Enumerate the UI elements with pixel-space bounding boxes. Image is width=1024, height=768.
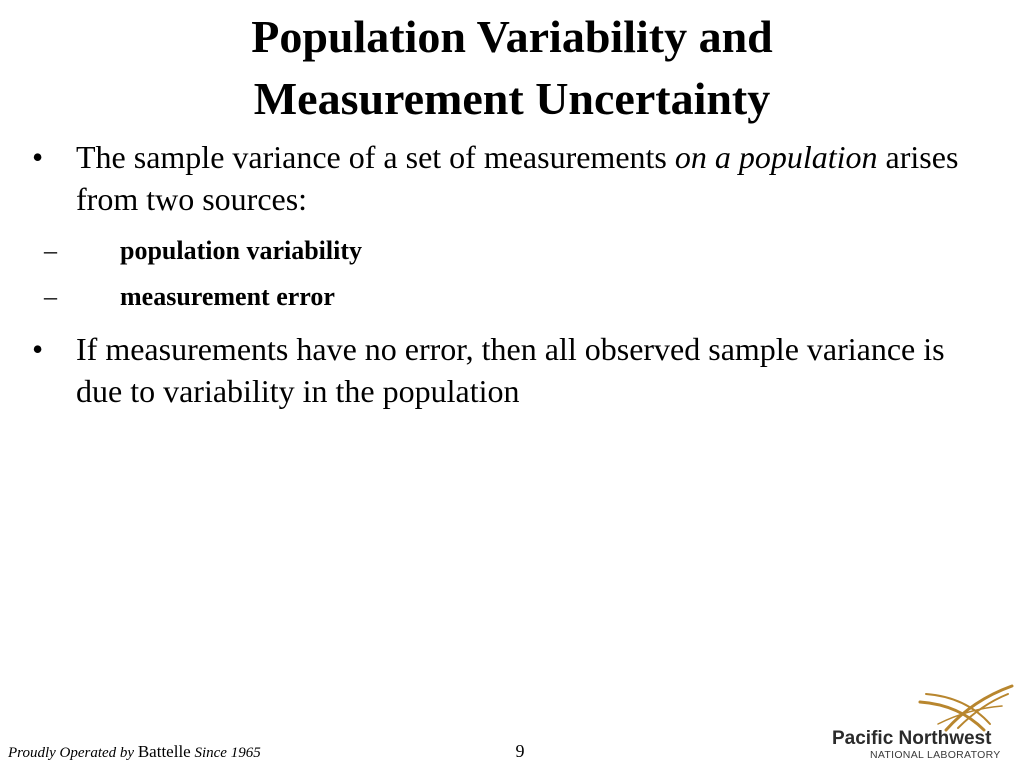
pnnl-logo-mark-icon xyxy=(918,684,1014,732)
bullet-item-sample-variance xyxy=(0,136,1024,320)
sub-item-label: measurement error xyxy=(120,282,335,311)
bullet-text-after: arises from two sources: xyxy=(76,139,959,217)
slide-title-line-1: Population Variability and xyxy=(251,11,773,62)
sub-bullet-list xyxy=(44,228,984,320)
bullet-text: If measurements have no error, then all observed sample variance is due to variability in the population xyxy=(76,331,945,409)
slide-title xyxy=(0,6,1024,130)
sub-item-measurement-error xyxy=(0,274,984,320)
footer-operated-prefix: Proudly Operated by xyxy=(8,745,138,761)
sub-item-label: population variability xyxy=(120,236,362,265)
logo-name-line-1: Pacific Northwest xyxy=(832,728,992,749)
slide-title-line-2: Measurement Uncertainty xyxy=(253,73,771,124)
bullet-item-no-error xyxy=(0,328,1024,412)
logo-name-line-2: NATIONAL LABORATORY xyxy=(870,749,1001,761)
bullet-text-before: The sample variance of a set of measurements xyxy=(76,139,675,175)
bullet-marker: • xyxy=(32,331,44,367)
sub-item-population-variability xyxy=(0,228,984,274)
bullet-list xyxy=(0,136,1024,412)
footer-brand: Battelle xyxy=(137,742,191,761)
pnnl-logo xyxy=(826,684,1018,764)
sub-bullet-marker: – xyxy=(44,236,57,265)
sub-bullet-marker: – xyxy=(44,282,57,311)
spacer xyxy=(0,320,1024,328)
footer-operated-by xyxy=(8,742,261,763)
page-number: 9 xyxy=(515,741,525,761)
footer-operated-suffix: Since 1965 xyxy=(190,745,261,761)
bullet-marker: • xyxy=(32,139,44,175)
bullet-text-italic: on a population xyxy=(674,139,878,175)
